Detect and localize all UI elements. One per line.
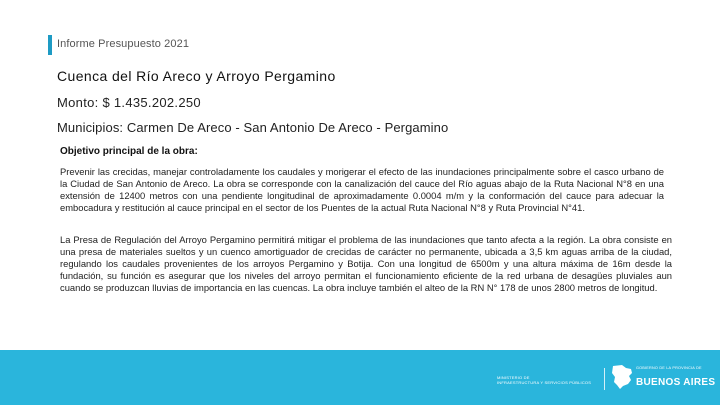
government-small-label: GOBIERNO DE LA PROVINCIA DE (636, 366, 702, 370)
objective-paragraph-2: La Presa de Regulación del Arroyo Pergamino permitirá mitigar el problema de las inundaciones que tanto afecta a la región. La obra consiste en una presa de materiales sueltos y un cuenco amortiguador de crecidas de carácter no permanente, ubicada a 3,5 km aguas arriba de la ciudad, regulando los caudales provenientes de los arroyos Pergamino y Botija. Con una longitud de 6500m y una altura máxima de 16m desde la fundación, su función es asegurar que los niveles del arroyo permitan el funcionamiento eficiente de la red urbana de desagües pluviales aun cuando se produzcan lluvias de importancia en las cuencas. La obra incluye también el alteo de la RN N° 178 de unos 2800 metros de longitud. (60, 234, 672, 293)
ministry-line-1: MINISTERIO DE (497, 375, 530, 380)
header-label: Informe Presupuesto 2021 (57, 38, 190, 50)
footer-divider (604, 368, 605, 390)
ministry-line-2: INFRAESTRUCTURA Y SERVICIOS PÚBLICOS (497, 380, 592, 385)
objective-paragraph-1: Prevenir las crecidas, manejar controladamente los caudales y morigerar el efecto de las inundaciones principalmente sobre el casco urbano de la Ciudad de San Antonio de Areco. La obra se corresponde con la canalización del cauce del Río aguas abajo de la Ruta Nacional N°8 en una extensión de 12400 metros con una pendiente longitudinal de aproximadamente 0.0004 m/m y la conformación del cauce para adecuar la embocadura y restitución al cauce principal en el sector de los Puentes de la actual Ruta Nacional N°8 y Ruta Provincial N°41. (60, 166, 664, 213)
province-map-icon (610, 364, 634, 390)
project-amount: Monto: $ 1.435.202.250 (57, 95, 201, 110)
government-brand-label: BUENOS AIRES (636, 377, 716, 388)
objective-heading: Objetivo principal de la obra: (60, 146, 198, 157)
header-accent-bar (48, 35, 52, 55)
project-title: Cuenca del Río Areco y Arroyo Pergamino (57, 68, 336, 84)
project-municipios: Municipios: Carmen De Areco - San Antonio De Areco - Pergamino (57, 120, 449, 135)
ministry-logo-text (497, 375, 591, 385)
